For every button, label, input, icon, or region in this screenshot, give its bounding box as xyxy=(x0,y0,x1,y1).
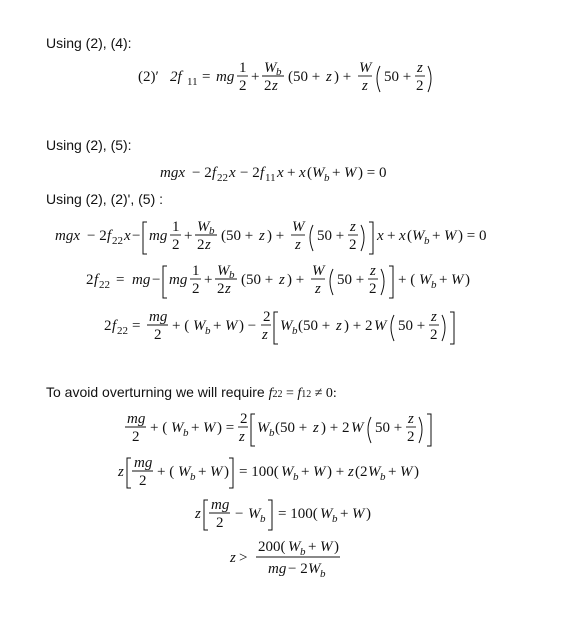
svg-text:+: + xyxy=(213,318,222,334)
svg-text:mgx: mgx xyxy=(55,228,80,244)
svg-text:+ (: + ( xyxy=(398,272,416,288)
svg-text:11: 11 xyxy=(187,76,198,88)
equation-moment xyxy=(160,160,440,184)
svg-text:W: W xyxy=(288,539,301,555)
svg-text:2: 2 xyxy=(369,281,377,297)
equation-overturning-condition xyxy=(124,406,474,450)
svg-text:W: W xyxy=(248,506,261,522)
svg-text:22: 22 xyxy=(217,172,228,184)
svg-text:W: W xyxy=(217,263,230,279)
svg-text:W: W xyxy=(313,464,326,480)
svg-text:W: W xyxy=(280,318,293,334)
svg-text:mg: mg xyxy=(216,69,235,85)
svg-text:): ) xyxy=(465,272,470,288)
svg-text:22: 22 xyxy=(117,325,128,337)
svg-text:2: 2 xyxy=(86,272,94,288)
svg-text:mg: mg xyxy=(134,455,153,471)
svg-text:50 +: 50 + xyxy=(384,69,412,85)
svg-text:+: + xyxy=(308,539,317,555)
svg-text:2: 2 xyxy=(216,515,224,531)
svg-text:2: 2 xyxy=(192,281,200,297)
svg-text:f: f xyxy=(94,272,99,288)
svg-text:b: b xyxy=(269,427,275,439)
svg-text:W: W xyxy=(178,464,191,480)
svg-text:): ) xyxy=(224,464,229,480)
svg-text:2: 2 xyxy=(239,78,247,94)
svg-text:): ) xyxy=(414,464,419,480)
svg-text:W: W xyxy=(312,165,325,181)
svg-text:W: W xyxy=(352,506,365,522)
svg-text:W: W xyxy=(308,561,321,577)
svg-text:x: x xyxy=(377,228,384,244)
svg-text:+: + xyxy=(301,464,310,480)
svg-text:b: b xyxy=(183,427,189,439)
svg-text:z: z xyxy=(408,411,414,427)
svg-text:200(: 200( xyxy=(258,539,286,555)
svg-text:b: b xyxy=(424,235,430,247)
svg-text:=: = xyxy=(116,272,125,288)
svg-text:W: W xyxy=(171,420,184,436)
svg-text:W: W xyxy=(203,420,216,436)
svg-text:W: W xyxy=(359,60,372,76)
svg-text:mg: mg xyxy=(127,411,146,427)
svg-text:) + 2: ) + 2 xyxy=(344,318,373,334)
svg-text:+: + xyxy=(332,165,341,181)
svg-text:+: + xyxy=(432,228,441,244)
svg-text:(50 +: (50 + xyxy=(241,272,274,288)
svg-text:z: z xyxy=(225,281,231,297)
svg-text:z: z xyxy=(118,464,124,480)
svg-text:1: 1 xyxy=(239,60,247,76)
svg-text:b: b xyxy=(292,325,298,337)
svg-text:2: 2 xyxy=(416,78,424,94)
svg-text:+: + xyxy=(198,464,207,480)
svg-text:z: z xyxy=(262,327,268,343)
svg-text:mg: mg xyxy=(268,561,287,577)
svg-text:z: z xyxy=(313,420,319,436)
svg-text:z: z xyxy=(279,272,285,288)
svg-text:22: 22 xyxy=(112,235,123,247)
svg-text:11: 11 xyxy=(265,172,276,184)
svg-text:(50 +: (50 + xyxy=(275,420,308,436)
svg-text:z: z xyxy=(295,237,301,253)
svg-text:(: ( xyxy=(307,165,312,181)
svg-text:f: f xyxy=(260,165,265,181)
svg-text:2: 2 xyxy=(263,309,271,325)
svg-text:) =: ) = xyxy=(217,420,235,436)
heading-using-2-4: Using (2), (4): xyxy=(46,35,132,51)
svg-text:x: x xyxy=(299,165,306,181)
svg-text:2: 2 xyxy=(407,429,415,445)
svg-text:z: z xyxy=(205,237,211,253)
svg-text:): ) xyxy=(366,506,371,522)
svg-text:+: + xyxy=(439,272,448,288)
svg-text:f: f xyxy=(107,228,112,244)
svg-text:2f: 2f xyxy=(170,69,182,85)
svg-text:b: b xyxy=(229,269,235,281)
svg-text:2: 2 xyxy=(172,237,180,253)
svg-text:50 +: 50 + xyxy=(375,420,403,436)
svg-text:+: + xyxy=(387,228,396,244)
svg-text:mg: mg xyxy=(132,272,151,288)
svg-text:b: b xyxy=(205,325,211,337)
svg-text:W: W xyxy=(400,464,413,480)
equation-reduced xyxy=(195,494,415,534)
svg-text:+: + xyxy=(251,69,260,85)
svg-text:2: 2 xyxy=(264,78,272,94)
svg-text:−: − xyxy=(235,506,244,522)
svg-text:b: b xyxy=(260,513,266,525)
svg-text:− 2: − 2 xyxy=(288,561,308,577)
svg-text:W: W xyxy=(193,318,206,334)
svg-text:x: x xyxy=(399,228,406,244)
svg-text:x: x xyxy=(124,228,131,244)
svg-text:z: z xyxy=(326,69,332,85)
svg-text:(50 +: (50 + xyxy=(221,228,254,244)
svg-text:50 +: 50 + xyxy=(317,228,345,244)
svg-text:z: z xyxy=(272,78,278,94)
equation-substitution xyxy=(55,214,535,258)
svg-text:2: 2 xyxy=(104,318,112,334)
svg-text:2: 2 xyxy=(217,281,225,297)
svg-text:1: 1 xyxy=(192,263,200,279)
svg-text:b: b xyxy=(431,279,437,291)
svg-text:) −: ) − xyxy=(239,318,257,334)
equation-2-prime xyxy=(138,56,458,100)
svg-text:z: z xyxy=(230,550,236,566)
svg-text:W: W xyxy=(344,165,357,181)
svg-text:2: 2 xyxy=(240,411,248,427)
svg-text:b: b xyxy=(332,513,338,525)
svg-text:+: + xyxy=(204,272,213,288)
svg-text:z: z xyxy=(195,506,201,522)
svg-text:) +: ) + xyxy=(327,464,345,480)
svg-text:b: b xyxy=(209,225,215,237)
svg-text:W: W xyxy=(412,228,425,244)
svg-text:b: b xyxy=(324,172,330,184)
svg-text:b: b xyxy=(380,471,386,483)
equation-2f22-simplified xyxy=(104,304,494,348)
svg-text:+ (: + ( xyxy=(150,420,168,436)
svg-text:mg: mg xyxy=(211,497,230,513)
svg-text:z: z xyxy=(417,60,423,76)
svg-text:(50 +: (50 + xyxy=(298,318,331,334)
svg-text:z: z xyxy=(350,219,356,235)
svg-text:− 2: − 2 xyxy=(192,165,212,181)
svg-text:(50 +: (50 + xyxy=(288,69,321,85)
svg-text:b: b xyxy=(190,471,196,483)
svg-text:z: z xyxy=(239,429,245,445)
svg-text:) = 0: ) = 0 xyxy=(358,165,387,181)
svg-text:W: W xyxy=(368,464,381,480)
svg-text:z: z xyxy=(370,263,376,279)
svg-text:) +: ) + xyxy=(334,69,352,85)
svg-text:=: = xyxy=(132,318,141,334)
svg-text:W: W xyxy=(451,272,464,288)
heading-using-2-2p-5: Using (2), (2)', (5) : xyxy=(46,191,164,207)
svg-text:50 +: 50 + xyxy=(398,318,426,334)
svg-text:2: 2 xyxy=(349,237,357,253)
equation-2f22-expanded xyxy=(86,258,506,302)
svg-text:mg: mg xyxy=(149,228,168,244)
svg-text:z: z xyxy=(315,281,321,297)
svg-text:−: − xyxy=(152,272,161,288)
svg-text:(2)′: (2)′ xyxy=(138,69,159,85)
svg-text:+: + xyxy=(184,228,193,244)
svg-text:+: + xyxy=(287,165,296,181)
svg-text:+: + xyxy=(340,506,349,522)
svg-text:2: 2 xyxy=(139,473,147,489)
svg-text:50 +: 50 + xyxy=(337,272,365,288)
svg-text:b: b xyxy=(293,471,299,483)
svg-text:W: W xyxy=(225,318,238,334)
svg-text:) +: ) + xyxy=(287,272,305,288)
svg-text:W: W xyxy=(281,464,294,480)
svg-text:b: b xyxy=(320,568,326,580)
svg-text:(: ( xyxy=(407,228,412,244)
svg-text:+: + xyxy=(191,420,200,436)
svg-text:W: W xyxy=(210,464,223,480)
svg-text:W: W xyxy=(351,420,364,436)
svg-text:− 2: − 2 xyxy=(87,228,107,244)
svg-text:= 100(: = 100( xyxy=(278,506,318,522)
svg-text:W: W xyxy=(320,539,333,555)
svg-text:mg: mg xyxy=(149,309,168,325)
svg-text:z: z xyxy=(431,309,437,325)
svg-text:2: 2 xyxy=(430,327,438,343)
svg-text:+ (: + ( xyxy=(172,318,190,334)
svg-text:+ (: + ( xyxy=(157,464,175,480)
equation-multiplied-by-z xyxy=(118,452,478,492)
svg-text:W: W xyxy=(419,272,432,288)
svg-text:x: x xyxy=(229,165,236,181)
svg-text:W: W xyxy=(374,318,387,334)
equation-final-inequality xyxy=(230,536,370,580)
svg-text:2: 2 xyxy=(132,429,140,445)
svg-text:W: W xyxy=(320,506,333,522)
svg-text:z: z xyxy=(259,228,265,244)
svg-text:W: W xyxy=(292,219,305,235)
svg-text:+: + xyxy=(388,464,397,480)
svg-text:) = 0: ) = 0 xyxy=(458,228,487,244)
svg-text:f: f xyxy=(212,165,217,181)
svg-text:=: = xyxy=(202,69,211,85)
svg-text:>: > xyxy=(239,550,248,566)
svg-text:2: 2 xyxy=(154,327,162,343)
svg-text:22: 22 xyxy=(99,279,110,291)
svg-text:b: b xyxy=(276,66,282,78)
svg-text:b: b xyxy=(300,546,306,558)
heading-overturning: To avoid overturning we will require f22 = f12 ≠ 0: xyxy=(46,384,337,401)
svg-text:) +: ) + xyxy=(267,228,285,244)
svg-text:f: f xyxy=(112,318,117,334)
svg-text:W: W xyxy=(444,228,457,244)
svg-text:W: W xyxy=(312,263,325,279)
svg-text:mg: mg xyxy=(169,272,188,288)
svg-text:z: z xyxy=(336,318,342,334)
svg-text:2: 2 xyxy=(197,237,205,253)
svg-text:= 100(: = 100( xyxy=(239,464,279,480)
svg-text:) + 2: ) + 2 xyxy=(321,420,350,436)
svg-text:): ) xyxy=(334,539,339,555)
svg-text:z: z xyxy=(362,78,368,94)
svg-text:z: z xyxy=(348,464,354,480)
svg-text:−: − xyxy=(132,228,141,244)
svg-text:− 2: − 2 xyxy=(240,165,260,181)
svg-text:1: 1 xyxy=(172,219,180,235)
svg-text:W: W xyxy=(264,60,277,76)
heading-using-2-5: Using (2), (5): xyxy=(46,137,132,153)
svg-text:(2: (2 xyxy=(355,464,368,480)
svg-text:mgx: mgx xyxy=(160,165,185,181)
svg-text:W: W xyxy=(197,219,210,235)
svg-text:W: W xyxy=(257,420,270,436)
svg-text:x: x xyxy=(277,165,284,181)
